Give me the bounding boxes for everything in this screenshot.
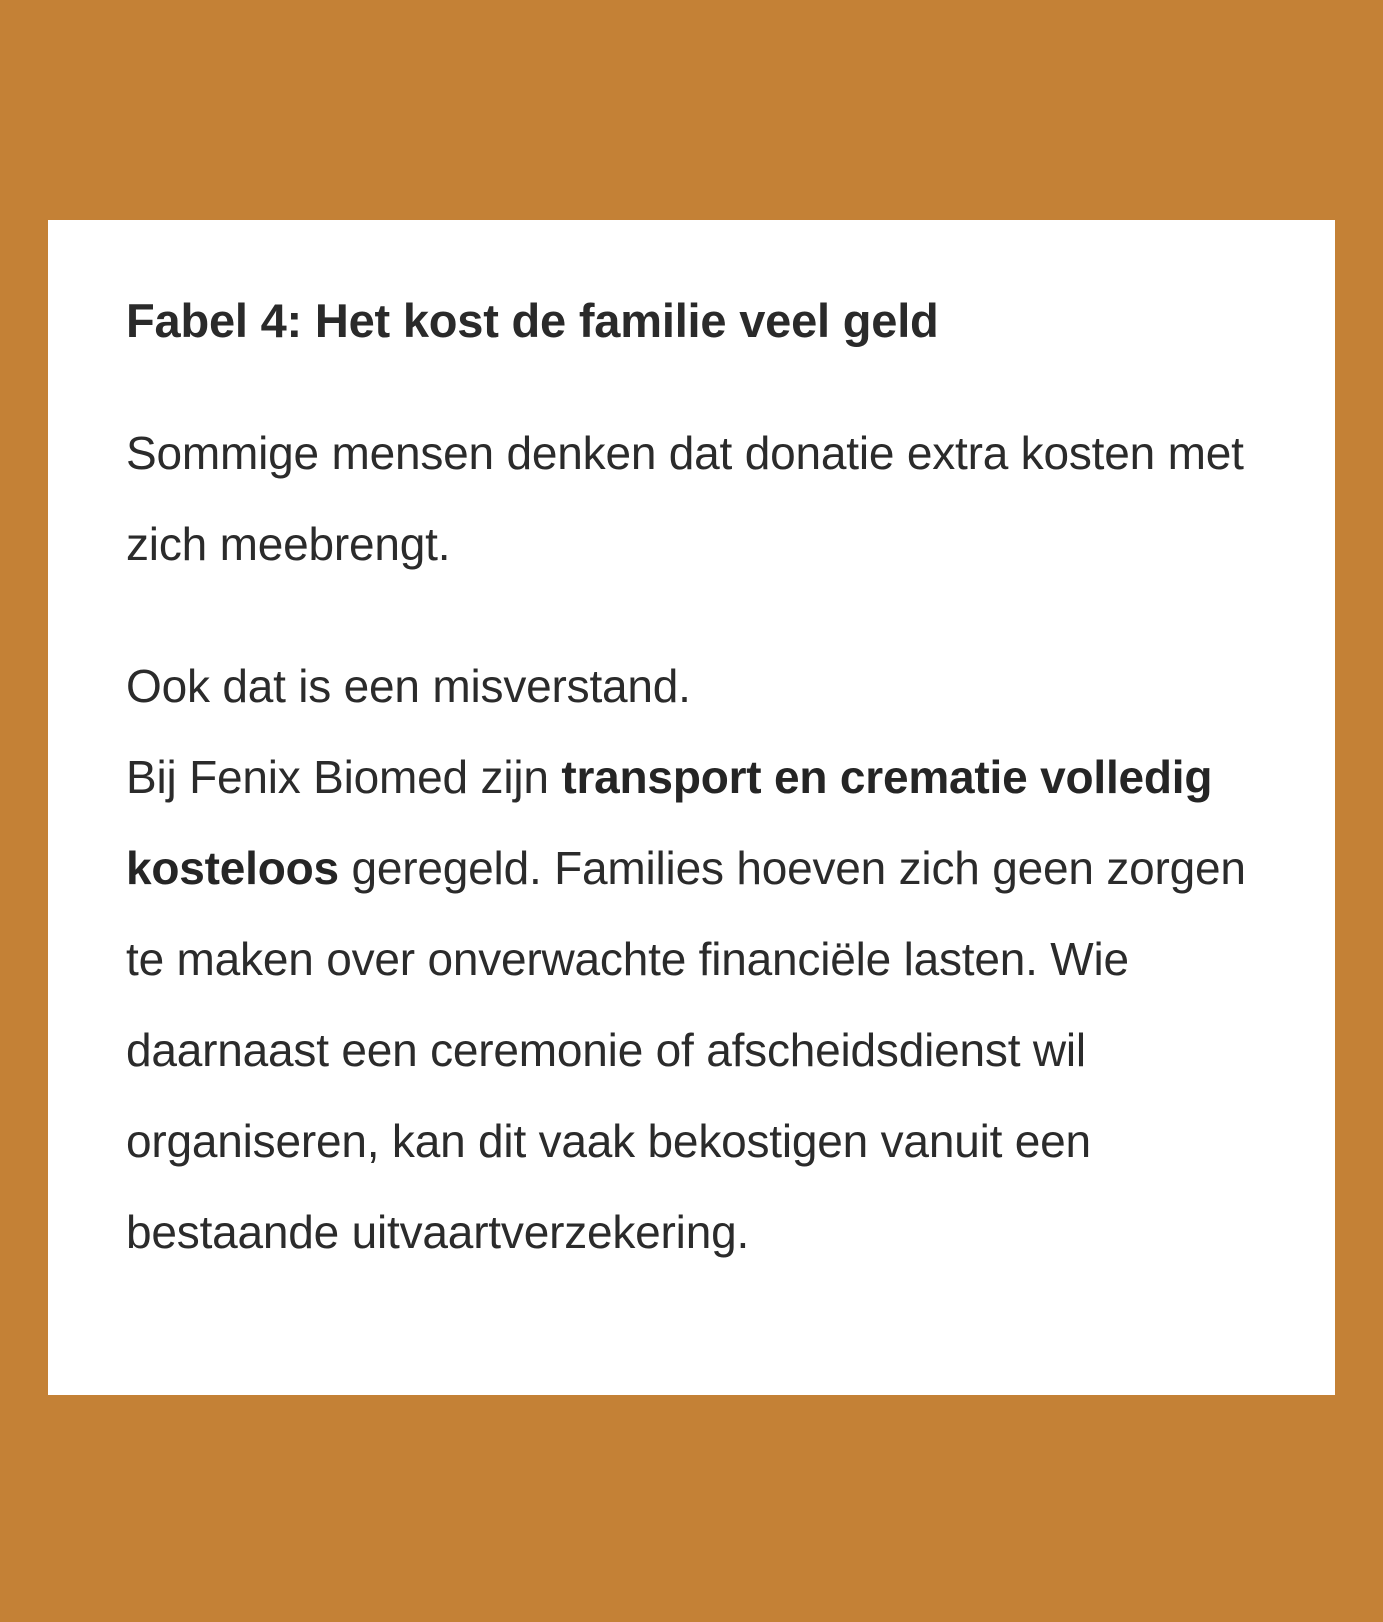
fable-heading: Fabel 4: Het kost de familie veel geld <box>126 294 939 347</box>
explanation-prefix: Bij Fenix Biomed zijn <box>126 751 562 804</box>
text-card <box>48 220 1335 1395</box>
intro-paragraph: Sommige mensen denken dat donatie extra kosten met zich meebrengt. <box>126 427 1244 571</box>
free-of-charge-emphasis: transport en crematie volledig kosteloos <box>126 751 1213 895</box>
explanation-paragraph <box>126 641 1265 1278</box>
explanation-suffix: geregeld. Families hoeven zich geen zorgen te maken over onverwachte financiële lasten. Wie daarnaast een ceremonie of afscheidsdienst wil organiseren, kan dit vaak bekostigen vanuit een bestaande uitvaartverzekering. <box>126 842 1246 1259</box>
misconception-line: Ook dat is een misverstand. <box>126 660 691 713</box>
